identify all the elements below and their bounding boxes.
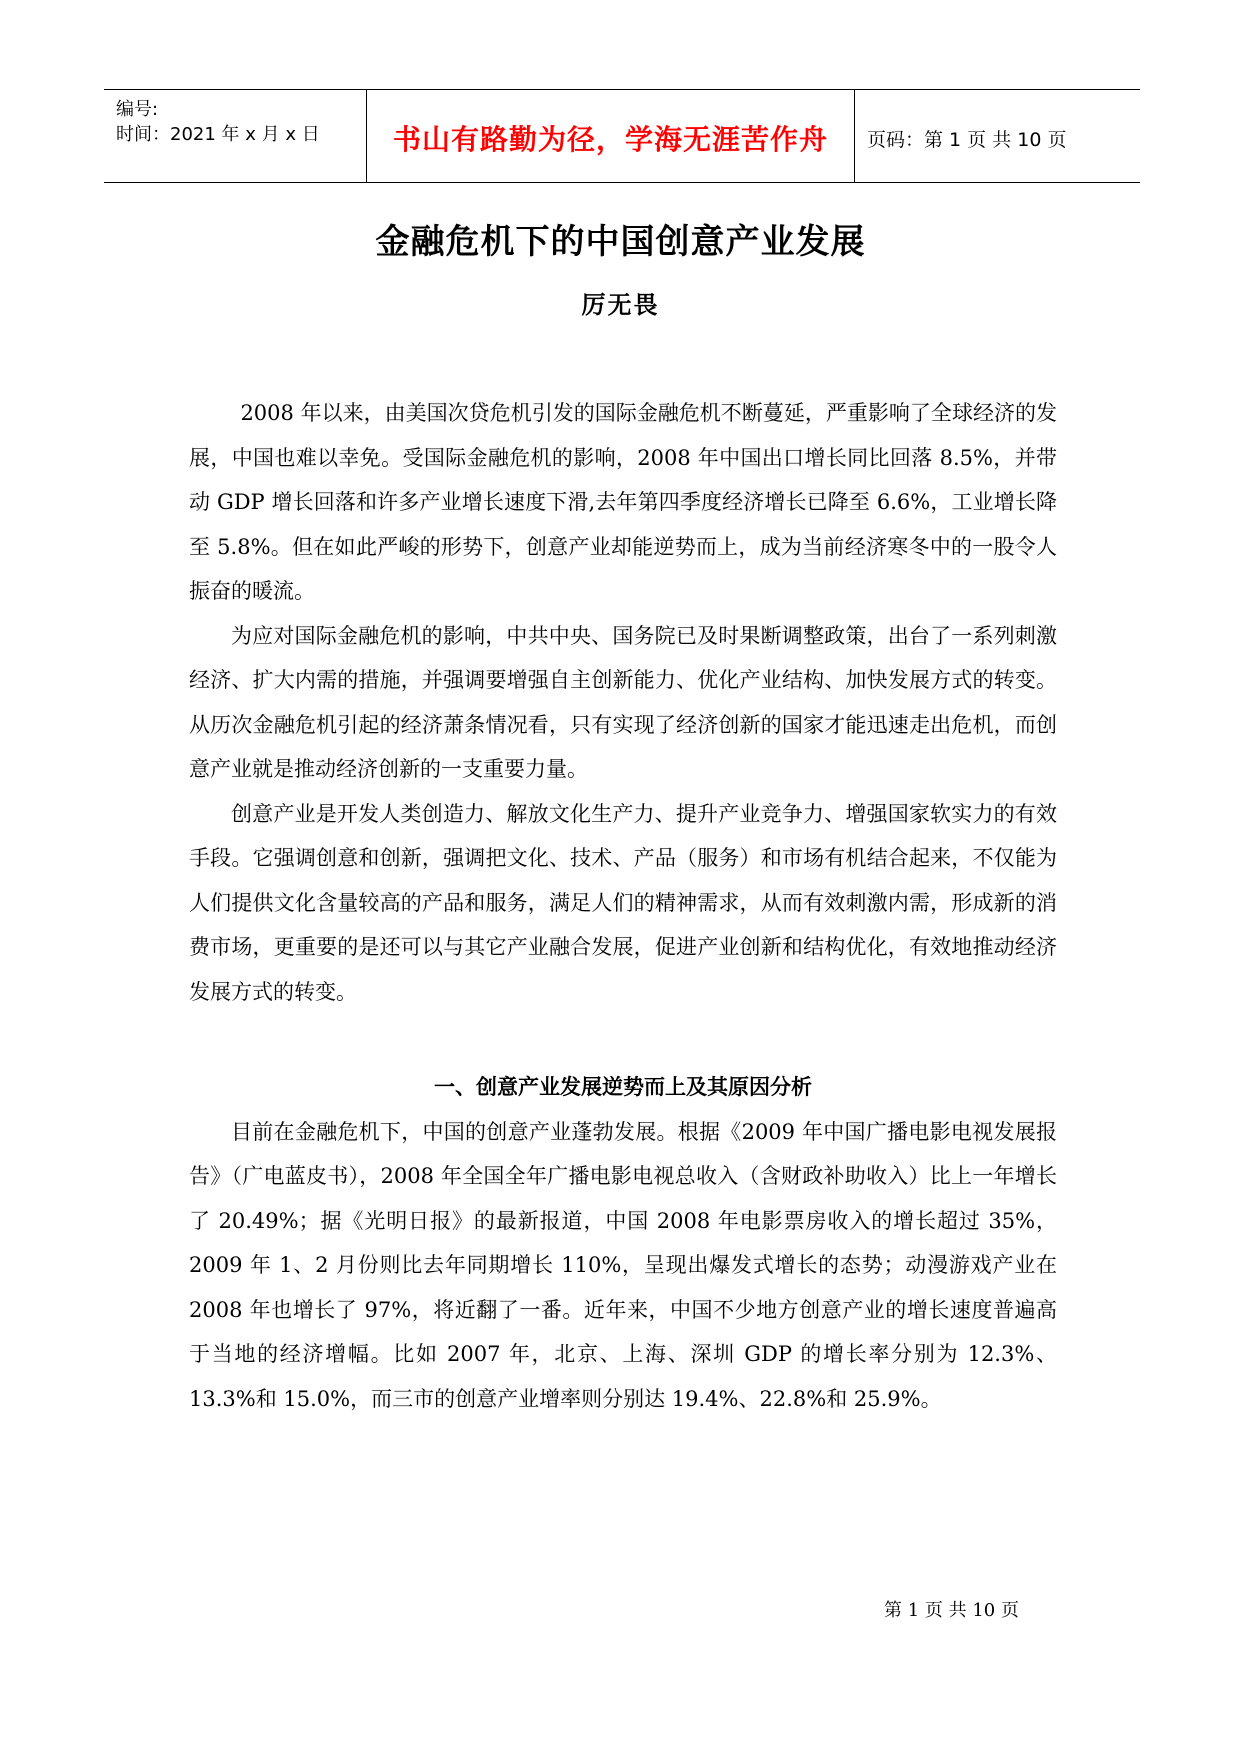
document-header [104, 89, 1140, 183]
body-paragraph-2: 为应对国际金融危机的影响，中共中央、国务院已及时果断调整政策，出台了一系列刺激经济、扩大内需的措施，并强调要增强自主创新能力、优化产业结构、加快发展方式的转变。从历次金融危机引起的经济萧条情况看，只有实现了经济创新的国家才能迅速走出危机，而创意产业就是推动经济创新的一支重要力量。 [189, 623, 1057, 781]
document-author: 厉无畏 [581, 290, 660, 319]
header-motto-cell [367, 90, 855, 182]
document-date-label: 时间：2021 年 x 月 x 日 [116, 124, 320, 145]
section-heading: 一、创意产业发展逆势而上及其原因分析 [434, 1075, 812, 1099]
header-motto: 书山有路勤为径，学海无涯苦作舟 [392, 123, 828, 156]
page-footer: 第 1 页 共 10 页 [884, 1600, 1019, 1621]
section-paragraph-1: 目前在金融危机下，中国的创意产业蓬勃发展。根据《2009 年中国广播电影电视发展报告》（广电蓝皮书），2008 年全国全年广播电影电视总收入（含财政补助收入）比上一年增长了 20.49%；据《光明日报》的最新报道，中国 2008 年电影票房收入的增长超过 35%，2009 年 1、2 月份则比去年同期增长 110%，呈现出爆发式增长的态势；动漫游戏产业在 2008 年也增长了 97%，将近翻了一番。近年来，中国不少地方创意产业的增长速度普遍高于当地的经济增幅。比如 2007 年，北京、上海、深圳 GDP 的增长率分别为 12.3%、13.3%和 15.0%，而三市的创意产业增率则分别达 19.4%、22.8%和 25.9%。 [189, 1119, 1057, 1411]
document-body [189, 391, 1057, 1421]
header-meta-cell [104, 90, 367, 182]
document-title: 金融危机下的中国创意产业发展 [375, 222, 866, 262]
header-page-cell [855, 90, 1140, 182]
document-number-label: 编号: [116, 99, 159, 120]
body-paragraph-3: 创意产业是开发人类创造力、解放文化生产力、提升产业竞争力、增强国家软实力的有效手段。它强调创意和创新，强调把文化、技术、产品（服务）和市场有机结合起来，不仅能为人们提供文化含量较高的产品和服务，满足人们的精神需求，从而有效刺激内需，形成新的消费市场，更重要的是还可以与其它产业融合发展，促进产业创新和结构优化，有效地推动经济发展方式的转变。 [189, 801, 1057, 1004]
body-paragraph-1: 2008 年以来，由美国次贷危机引发的国际金融危机不断蔓延，严重影响了全球经济的发展，中国也难以幸免。受国际金融危机的影响，2008 年中国出口增长同比回落 8.5%，并带动 GDP 增长回落和许多产业增长速度下滑,去年第四季度经济增长已降至 6.6%，工业增长降至 5.8%。但在如此严峻的形势下，创意产业却能逆势而上，成为当前经济寒冬中的一股令人振奋的暖流。 [189, 401, 1057, 603]
header-page-number: 页码：第 1 页 共 10 页 [867, 129, 1067, 151]
